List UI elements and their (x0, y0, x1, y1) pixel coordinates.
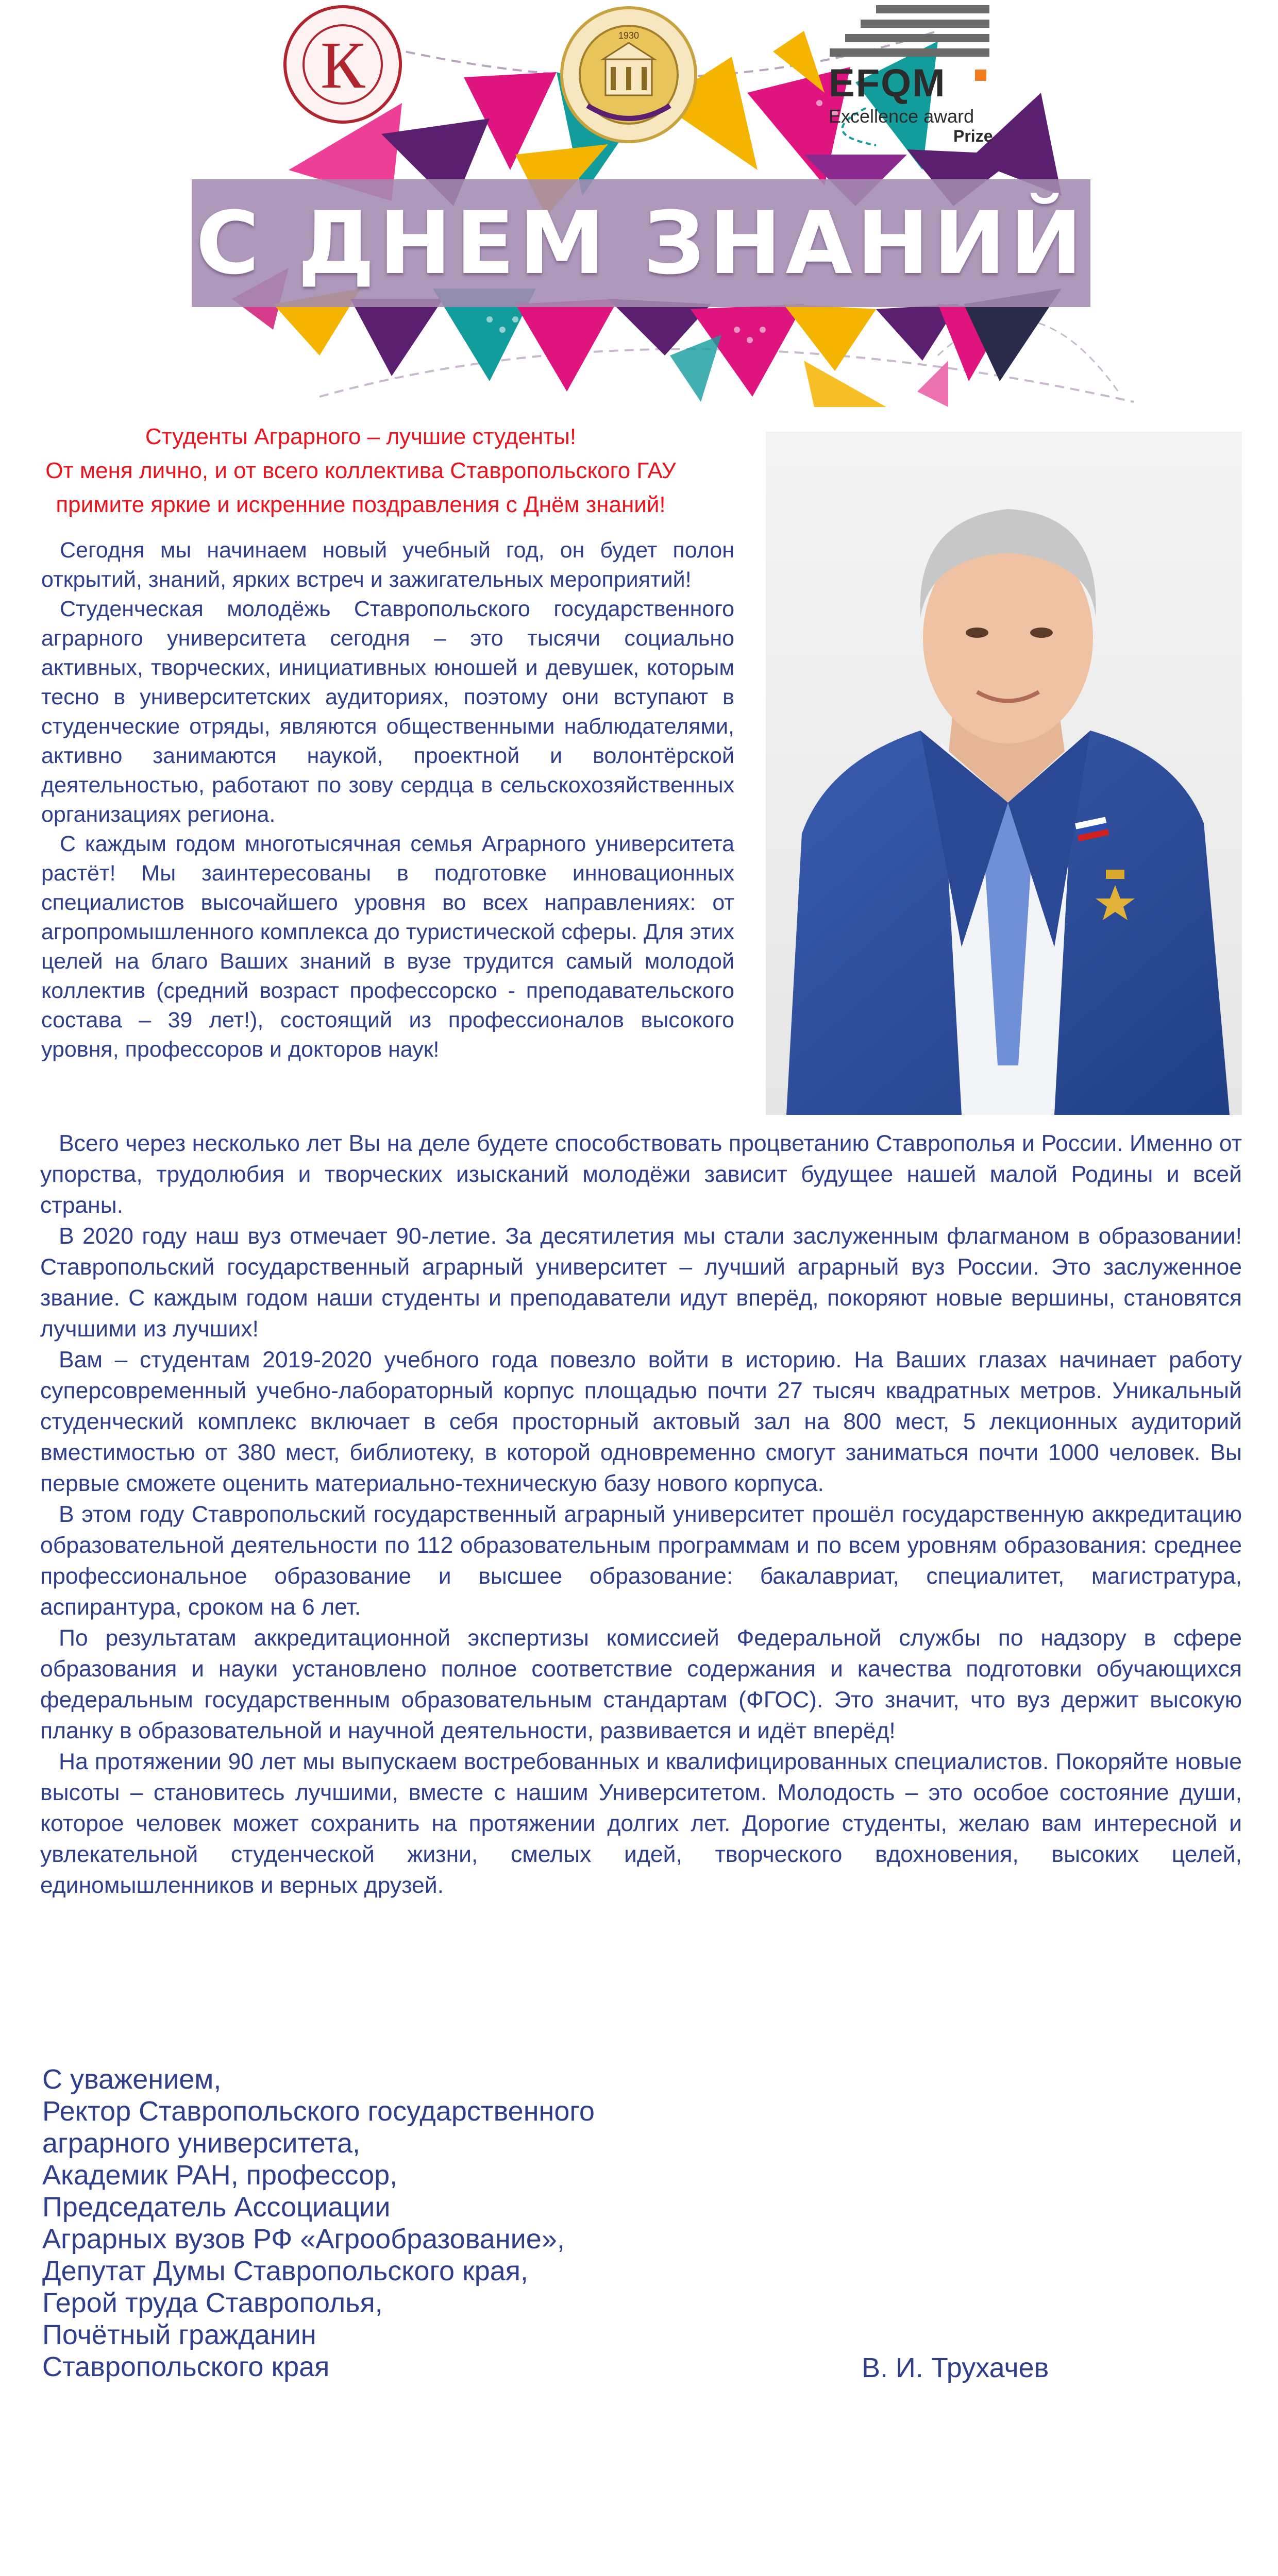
column-text (41, 536, 734, 1064)
paragraph: В 2020 году наш вуз отмечает 90-летие. За десятилетия мы стали заслуженным флагманом в образовании! Ставропольский государственный аграрный университет – лучший аграрный вуз России. Это заслуженное звание. С каждым годом наши студенты и преподаватели идут вперёд, покоряют новые вершины, становятся лучшими из лучших! (40, 1224, 1242, 1342)
paragraph: Вам – студентам 2019-2020 учебного года повезло войти в историю. На Ваших глазах начинает работу суперсовременный учебно-лабораторный корпус площадью почти 27 тысяч квадратных метров. Уникальный студенческий комплекс включает в себя просторный актовый зал на 800 мест, 5 лекционных аудиторий вместимостью от 380 мест, библиотеку, в которой одновременно смогут заниматься почти 1000 человек. Вы первые сможете оценить материально-техническую базу нового корпуса. (40, 1347, 1242, 1496)
signature-line: Аграрных вузов РФ «Агрообразование», (42, 2224, 565, 2255)
banner-title: С ДНЕМ ЗНАНИЙ (195, 193, 1087, 294)
svg-text:1930: 1930 (618, 30, 640, 41)
signature-block (42, 2063, 595, 2383)
efqm-logo (825, 5, 1000, 149)
rector-portrait (766, 432, 1242, 1115)
paragraph: С каждым годом многотысячная семья Аграрного университета растёт! Мы заинтересованы в подготовке инновационных специалистов высочайшего уровня во всех направлениях: от агропромышленного комплекса до туристической сферы. Для этих целей на благо Ваших знаний в вузе трудится самый молодой коллектив (средний возраст профессорско - преподавательского состава – 39 лет!), состоящий из профессионалов высокого уровня, профессоров и докторов наук! (41, 832, 734, 1062)
paragraph: На протяжении 90 лет мы выпускаем востребованных и квалифицированных специалистов. Покоряйте новые высоты – становитесь лучшими, вместе с нашим Университетом. Молодость – это особое состояние души, которое человек может сохранить на протяжении долгих лет. Дорогие студенты, желаю вам интересной и увлекательной студенческой жизни, смелых идей, творческого вдохновения, высоких целей, единомышленников и верных друзей. (40, 1749, 1242, 1898)
signature-line: аграрного университета, (42, 2128, 361, 2159)
signature-line: С уважением, (42, 2064, 222, 2095)
efqm-award-line: Excellence award (829, 106, 974, 127)
signer-name: В. И. Трухачев (862, 2352, 1049, 2383)
paragraph: В этом году Ставропольский государственный аграрный университет прошёл государственную аккредитацию образовательной деятельности по 112 образовательным программам и по всем уровням образования: среднее профессиональное образование и высшее образование: бакалавриат, специалитет, магистратура, аспирантура, сроком на 6 лет. (40, 1502, 1242, 1620)
greeting-line: Студенты Аграрного – лучшие студенты! (145, 424, 577, 449)
header-banner (0, 0, 1278, 428)
main-text (40, 1128, 1242, 1901)
university-emblem (557, 3, 701, 147)
signature-line: Почётный гражданин (42, 2319, 316, 2350)
paragraph: Студенческая молодёжь Ставропольского государственного аграрного университета сегодня – это тысячи социально активных, творческих, инициативных юношей и девушек, которым тесно в университетских аудиториях, поэтому они вступают в студенческие отряды, являются общественными наблюдателями, активно занимаются наукой, проектной и волонтёрской деятельностью, работают по зову сердца в сельскохозяйственных организациях региона. (41, 597, 734, 827)
efqm-prize-line: Prize (953, 127, 993, 145)
paragraph: По результатам аккредитационной экспертизы комиссией Федеральной службы по надзору в сфере образования и науки установлено полное соответствие содержания и качества подготовки обучающихся федеральным государственным образовательным стандартам (ФГОС). Это значит, что вуз держит высокую планку в образовательной и научной деятельности, развивается и идёт вперёд! (40, 1625, 1242, 1743)
greeting-block (31, 420, 691, 522)
greeting-line: От меня лично, и от всего коллектива Ставропольского ГАУ (45, 458, 676, 483)
paragraph: Сегодня мы начинаем новый учебный год, он будет полон открытий, знаний, ярких встреч и зажигательных мероприятий! (41, 538, 734, 592)
signature-line: Председатель Ассоциации (42, 2192, 391, 2223)
efqm-brand: EFQM (829, 61, 946, 105)
signature-line: Депутат Думы Ставропольского края, (42, 2256, 529, 2286)
quality-award-logo (281, 3, 405, 126)
signature-line: Герой труда Ставрополья, (42, 2287, 383, 2318)
greeting-line: примите яркие и искренние поздравления с Днём знаний! (56, 492, 666, 517)
signature-line: Ректор Ставропольского государственного (42, 2096, 595, 2127)
signature-line: Академик РАН, профессор, (42, 2160, 398, 2191)
svg-text:К: К (320, 28, 365, 103)
paragraph: Всего через несколько лет Вы на деле будете способствовать процветанию Ставрополья и России. Именно от упорства, трудолюбия и творческих изысканий молодёжи зависит будущее нашей малой Родины и всей страны. (40, 1131, 1242, 1218)
signature-line: Ставропольского края (42, 2351, 330, 2382)
